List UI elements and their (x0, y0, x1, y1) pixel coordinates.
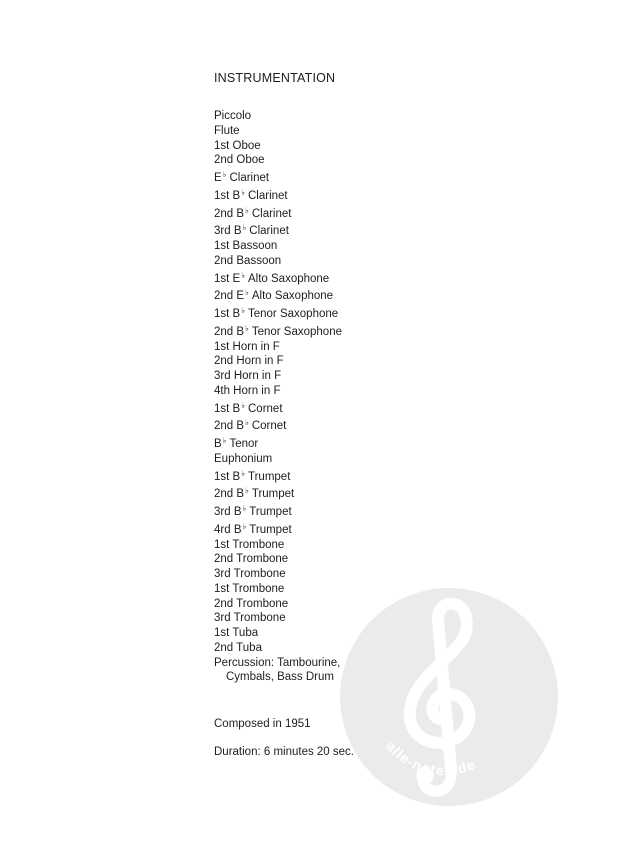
instrument-name: 1st B (214, 189, 241, 202)
instrument-item (214, 340, 554, 355)
flat-sign-icon: ♭ (245, 323, 249, 333)
instrument-type: Trumpet (248, 470, 291, 483)
flat-sign-icon: ♭ (242, 223, 247, 233)
composed-year: Composed in 1951 (214, 718, 311, 730)
instrument-name: 3rd Horn in F (214, 370, 282, 382)
instrument-item (214, 124, 554, 139)
instrument-type: Trumpet (249, 523, 292, 536)
instrument-type: Clarinet (251, 207, 292, 220)
flat-sign-icon: ♭ (245, 418, 249, 428)
instrument-name: 3rd Trombone (214, 612, 286, 625)
instrument-item (214, 186, 554, 204)
flat-sign-icon: ♭ (222, 170, 227, 179)
instrument-name: Piccolo (214, 110, 252, 122)
instrument-item (214, 153, 554, 168)
instrument-name: 1st B (214, 402, 241, 415)
flat-sign-icon: ♭ (241, 187, 245, 197)
instrument-type: Cornet (251, 420, 287, 433)
flat-sign-icon: ♭ (245, 288, 249, 298)
flat-sign-icon: ♭ (241, 306, 245, 315)
instrument-name: E (214, 172, 222, 184)
instrument-item (214, 520, 554, 538)
instrument-item (214, 434, 554, 452)
instrumentation-block (214, 70, 554, 760)
instrument-name: 1st Trombone (214, 582, 285, 595)
instrument-item (214, 467, 554, 485)
instrument-name: 2nd B (214, 420, 245, 433)
instrument-item (214, 656, 554, 671)
instrument-name: 3rd Trombone (214, 568, 286, 580)
instrument-name: 2nd Bassoon (214, 254, 282, 267)
instrument-name: 2nd Trombone (214, 553, 289, 566)
page-title: INSTRUMENTATION (214, 71, 336, 85)
instrument-name: 2nd B (214, 488, 245, 501)
instrument-item (214, 109, 554, 124)
instrument-name: 2nd B (214, 325, 245, 338)
instrument-type: Cornet (248, 402, 283, 415)
instrument-item (214, 204, 554, 222)
flat-sign-icon: ♭ (242, 521, 247, 531)
instrument-name: Percussion: Tambourine, (214, 656, 341, 669)
instrument-type: Clarinet (249, 225, 289, 238)
instrument-name: 3rd B (214, 506, 242, 518)
instrument-name: 1st B (214, 308, 241, 320)
instrument-name: 1st Tuba (214, 627, 259, 639)
instrument-name: Euphonium (214, 452, 273, 465)
instrument-name: 1st Horn in F (214, 340, 280, 353)
instrument-type: Alto Saxophone (248, 272, 330, 285)
instrument-type: Tenor Saxophone (251, 325, 342, 338)
instrument-name: 1st Oboe (214, 139, 261, 152)
instrument-name: Flute (214, 124, 240, 137)
instrument-item (214, 354, 554, 369)
instrument-name: 2nd Oboe (214, 154, 265, 167)
instrument-name: 2nd B (214, 207, 245, 220)
instrument-name: 2nd Tuba (214, 641, 262, 654)
instrument-item (214, 304, 554, 322)
instrument-item (214, 269, 554, 287)
instrument-item (214, 221, 554, 239)
watermark-text: alle-noten.de (382, 738, 479, 780)
instrument-type: Trumpet (249, 506, 292, 518)
duration: Duration: 6 minutes 20 sec. (214, 746, 354, 758)
instrument-item (214, 582, 554, 597)
instrument-item (214, 384, 554, 399)
flat-sign-icon: ♭ (245, 205, 249, 215)
instrument-name: 4rd B (214, 523, 242, 536)
instrument-type: Tenor Saxophone (248, 308, 339, 320)
instrument-item (214, 286, 554, 304)
instrument-item (214, 399, 554, 417)
instrument-item (214, 369, 554, 384)
instrument-name: 2nd Horn in F (214, 355, 284, 368)
instrument-type: Clarinet (248, 189, 288, 202)
instrument-type: Alto Saxophone (251, 290, 334, 303)
instrument-type: Trumpet (251, 488, 295, 501)
instrument-item (214, 239, 554, 254)
instrument-name: 1st Bassoon (214, 240, 278, 252)
flat-sign-icon: ♭ (241, 400, 245, 410)
instrument-item (214, 484, 554, 502)
flat-sign-icon: ♭ (222, 436, 227, 445)
instrument-name: B (214, 438, 222, 450)
instrument-name: 3rd B (214, 225, 242, 238)
instrument-item (214, 611, 554, 626)
instrument-name: 4th Horn in F (214, 384, 281, 397)
instrument-name: 1st B (214, 470, 241, 483)
instrument-item (214, 254, 554, 269)
instrument-item (214, 597, 554, 612)
instrument-type: Clarinet (229, 172, 270, 184)
instrument-name: Cymbals, Bass Drum (226, 671, 334, 684)
instrument-item (214, 416, 554, 434)
instrument-name: 1st Trombone (214, 538, 285, 551)
instrument-item (214, 538, 554, 553)
instrument-name: 2nd Trombone (214, 597, 289, 610)
flat-sign-icon: ♭ (245, 486, 249, 496)
instrument-name: 2nd E (214, 290, 245, 303)
instrument-item (214, 626, 554, 641)
flat-sign-icon: ♭ (241, 270, 245, 280)
instrument-type: Tenor (229, 438, 259, 450)
instrument-list (214, 109, 554, 685)
flat-sign-icon: ♭ (242, 504, 247, 513)
instrument-item (214, 670, 554, 685)
instrument-item (214, 567, 554, 582)
flat-sign-icon: ♭ (241, 468, 245, 478)
instrument-item (214, 641, 554, 656)
instrument-item (214, 552, 554, 567)
instrument-item (214, 502, 554, 520)
instrument-item (214, 322, 554, 340)
instrument-item (214, 139, 554, 154)
instrument-item (214, 452, 554, 467)
instrument-item (214, 168, 554, 186)
instrument-name: 1st E (214, 272, 241, 285)
